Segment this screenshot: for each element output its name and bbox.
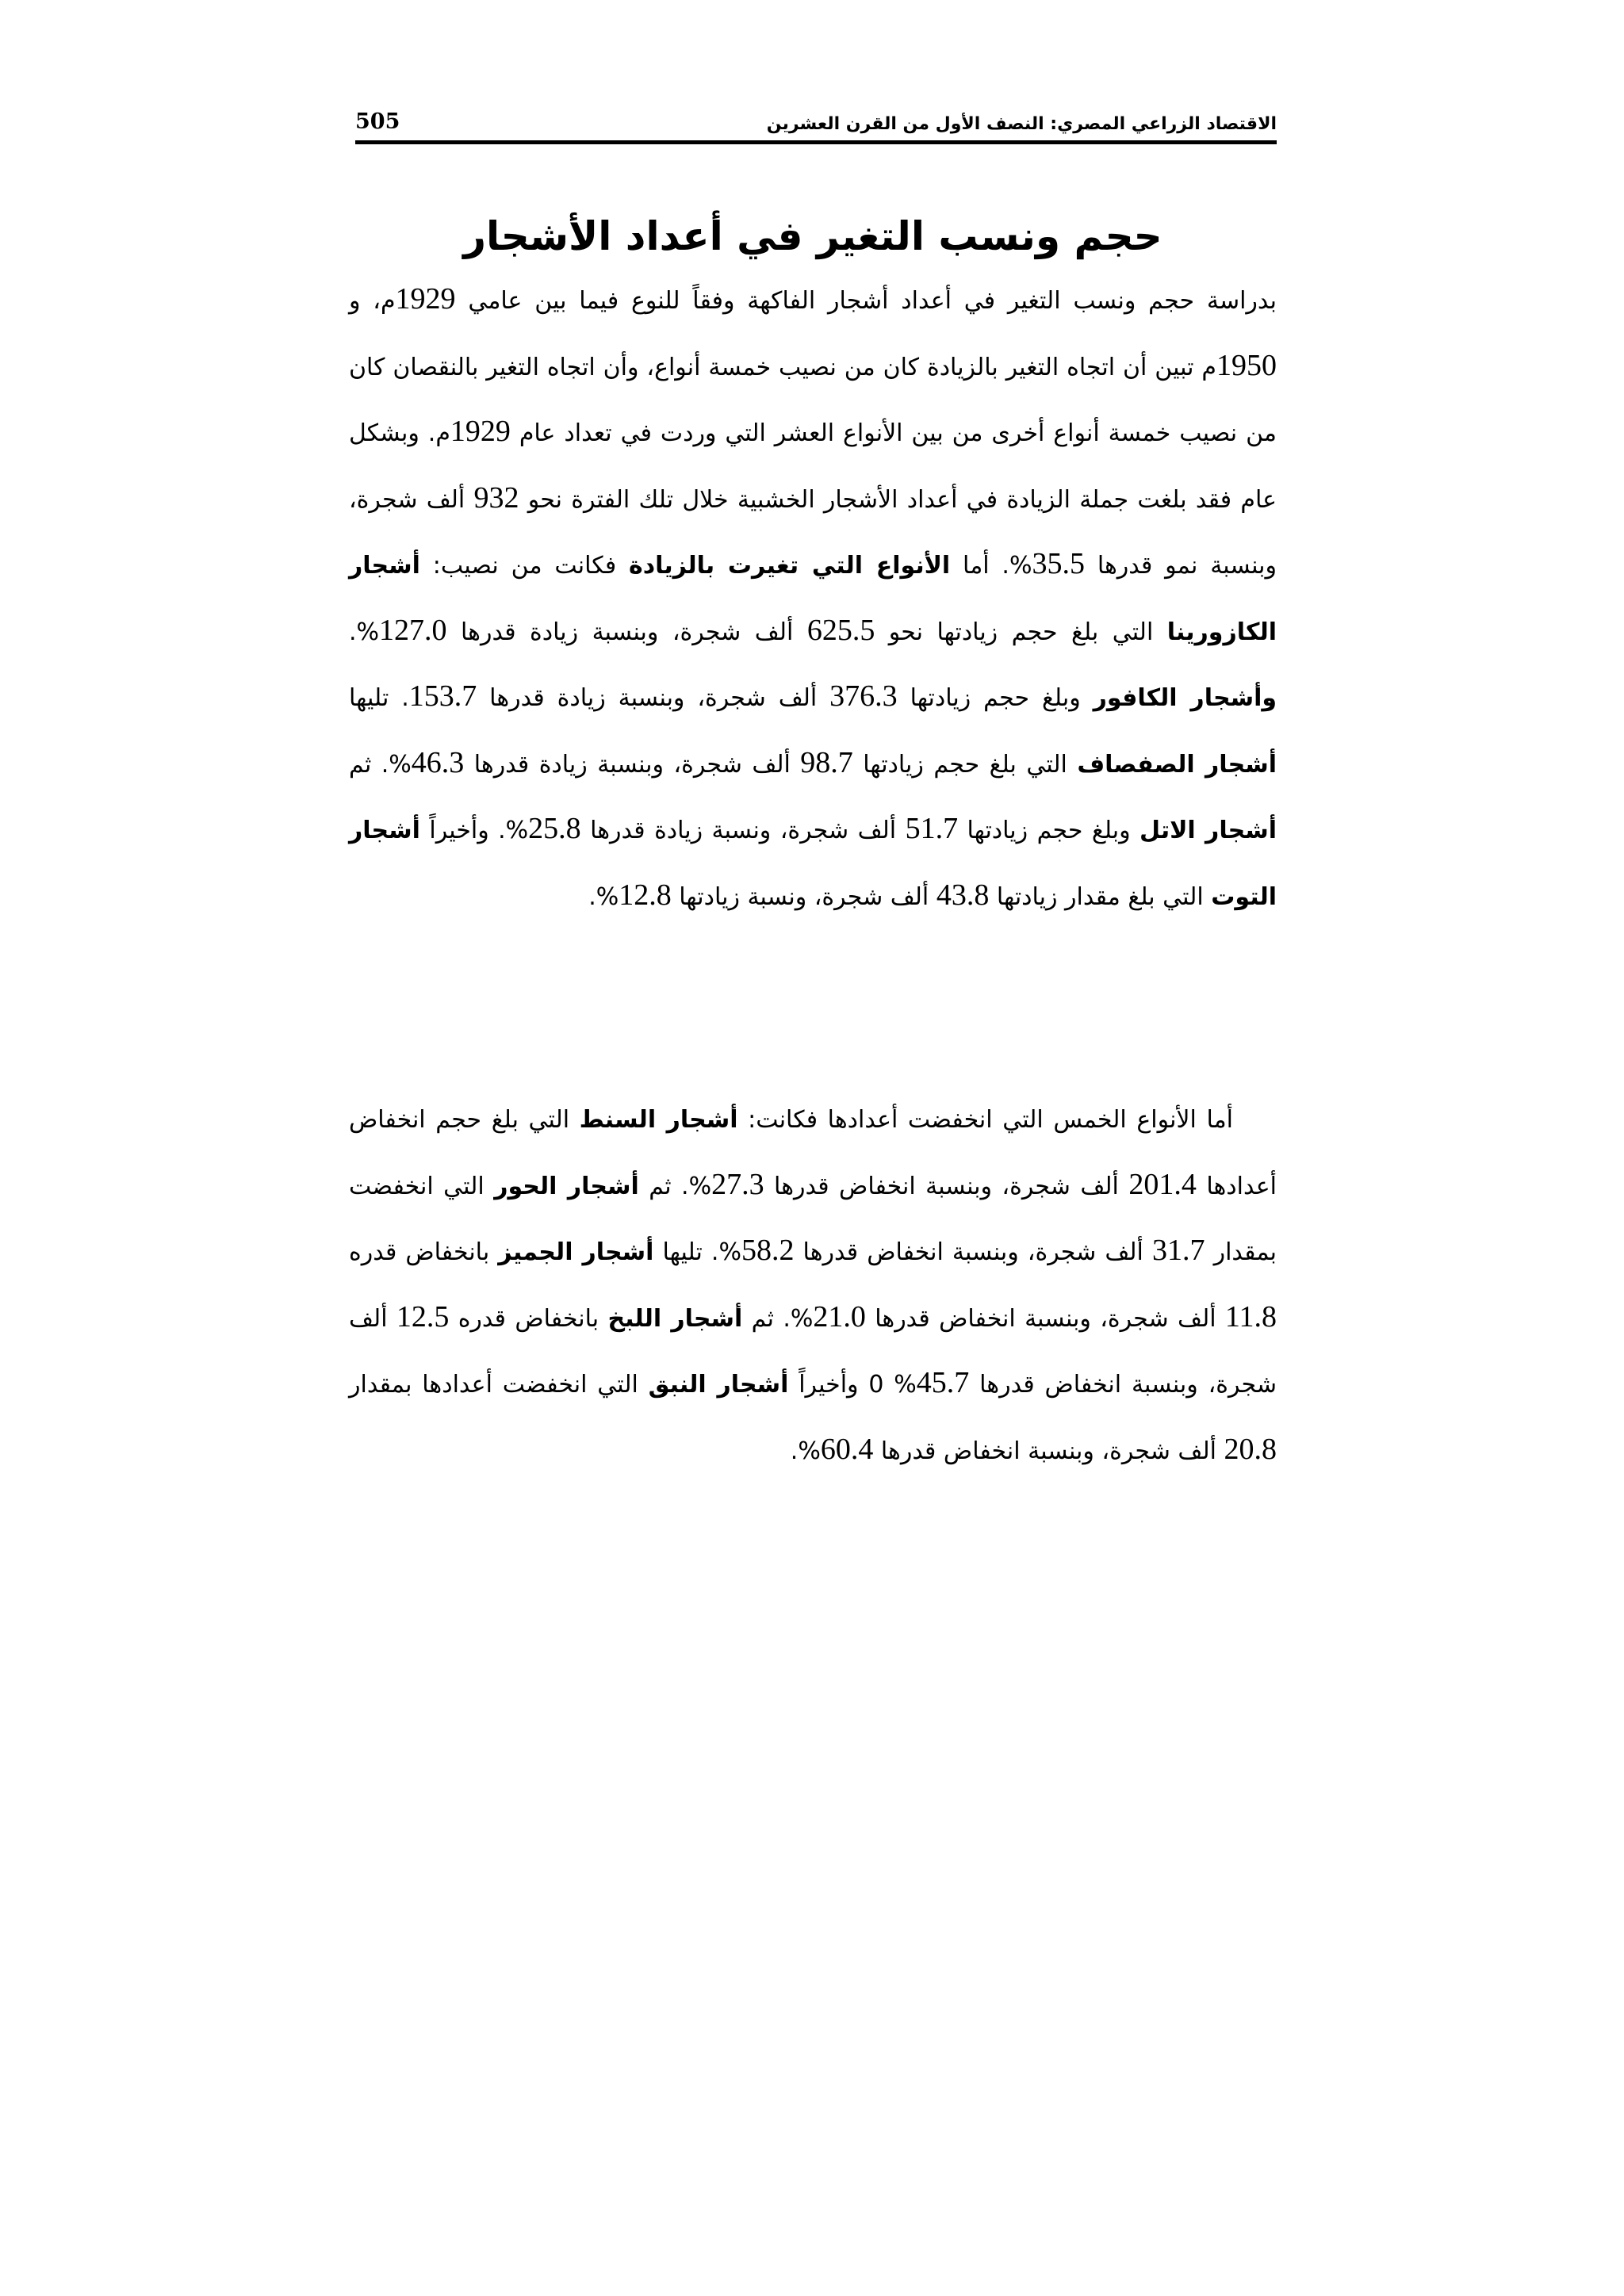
numeric-value: 376.3 — [829, 679, 898, 713]
text-run: %. وأخيراً — [419, 817, 529, 844]
text-run: ألف شجرة، وبنسبة انخفاض قدرها — [794, 1238, 1152, 1266]
bold-term: أشجار الصفصاف — [1077, 750, 1277, 779]
numeric-value: 43.8 — [936, 878, 990, 912]
numeric-value: 11.8 — [1224, 1299, 1277, 1334]
numeric-value: 25.8 — [528, 812, 581, 845]
numeric-value: 51.7 — [905, 812, 959, 845]
bold-term: أشجار الجميز — [498, 1238, 654, 1266]
numeric-value: 58.2 — [741, 1234, 795, 1267]
bold-term: أشجار النبق — [648, 1371, 789, 1399]
numeric-value: 21.0 — [813, 1299, 866, 1334]
numeric-value: 20.8 — [1224, 1432, 1277, 1466]
bold-term: أشجار التوت — [349, 817, 1277, 911]
text-run: ألف شجرة، وبنسبة نمو قدرها — [349, 485, 1277, 580]
text-run: . تليها — [349, 684, 409, 712]
text-run: وبلغ حجم زيادتها — [958, 817, 1140, 844]
text-run: %. ثم — [742, 1304, 814, 1333]
text-run: التي بلغ حجم زيادتها نحو — [875, 618, 1167, 646]
bold-term: أشجار السنط — [579, 1106, 738, 1134]
text-run: م، و — [349, 287, 396, 315]
numeric-value: 201.4 — [1128, 1167, 1197, 1201]
text-run: م. وبشكل عام فقد بلغت جملة الزيادة في أعداد الأشجار الخشبية خلال تلك الفترة نحو — [349, 419, 1277, 514]
bold-term: أشجار الكازورينا — [349, 552, 1277, 646]
bold-term: أشجار الحور — [494, 1172, 639, 1200]
text-run: ألف شجرة، وبنسبة انخفاض قدرها — [764, 1172, 1129, 1200]
numeric-value: 60.4 — [820, 1432, 874, 1466]
numeric-value: 31.7 — [1151, 1234, 1205, 1267]
numeric-value: 35.5 — [1032, 547, 1085, 580]
text-run: بدراسة حجم ونسب التغير في أعداد أشجار الفاكهة وفقاً للنوع فيما بين عامي — [455, 287, 1277, 315]
page-number: 505 — [355, 109, 400, 134]
numeric-value: 27.3 — [711, 1167, 764, 1201]
text-run: ألف شجرة، وبنسبة زيادة قدرها — [464, 750, 801, 779]
numeric-value: 1929 — [395, 282, 456, 316]
bold-term: أشجار اللبخ — [607, 1304, 743, 1333]
text-run: التي انخفضت بمقدار — [349, 1172, 1277, 1266]
text-run: ألف شجرة، وبنسبة انخفاض قدرها — [865, 1304, 1225, 1333]
text-run: %. ثم — [349, 750, 412, 779]
numeric-value: 45.7 — [916, 1366, 970, 1399]
text-run: ألف شجرة، ونسبة زيادتها — [671, 882, 936, 911]
text-run: %. ثم — [638, 1172, 712, 1200]
text-run: ألف شجرة، وبنسبة انخفاض قدرها — [873, 1437, 1224, 1465]
text-run: م تبين أن اتجاه التغير بالزيادة كان من نصيب خمسة أنواع، وأن اتجاه التغير بالنقصان كان من نصيب خمسة أنواع أخرى من بين الأنواع العشر التي وردت في تعداد عام — [349, 353, 1277, 447]
body-paragraph — [349, 1088, 1277, 1483]
text-run: %. أما — [950, 552, 1032, 580]
numeric-value: 46.3 — [411, 745, 465, 779]
text-run: التي بلغ حجم انخفاض أعدادها — [349, 1106, 1277, 1200]
text-run: ألف شجرة، ونسبة زيادة قدرها — [580, 817, 906, 844]
numeric-value: 98.7 — [800, 745, 853, 779]
text-run: ألف شجرة، وبنسبة انخفاض قدرها — [349, 1304, 1277, 1399]
running-title: الاقتصاد الزراعي المصري: النصف الأول من القرن العشرين — [766, 114, 1277, 134]
text-run: %. — [588, 882, 619, 911]
text-run: التي بلغ مقدار زيادتها — [989, 882, 1212, 911]
text-run: أما الأنواع الخمس التي انخفضت أعدادها فكانت: — [737, 1106, 1234, 1134]
numeric-value: 932 — [473, 480, 519, 515]
numeric-value: 1929 — [450, 415, 511, 448]
text-run: التي بلغ حجم زيادتها — [852, 750, 1078, 779]
running-header — [355, 101, 1277, 144]
text-run: التي انخفضت أعدادها بمقدار — [349, 1371, 649, 1399]
text-run: وبلغ حجم زيادتها — [897, 684, 1094, 712]
numeric-value: 625.5 — [806, 613, 875, 647]
text-run: فكانت من نصيب: — [419, 552, 630, 580]
text-run: بانخفاض قدره — [449, 1304, 608, 1333]
bold-term: أشجار الاتل — [1139, 817, 1277, 844]
text-run: %. تليها — [653, 1238, 741, 1266]
numeric-value: 12.5 — [396, 1299, 450, 1334]
numeric-value: 1950 — [1216, 348, 1277, 382]
text-run: %. — [349, 618, 380, 646]
text-run: ألف شجرة، وبنسبة زيادة قدرها — [477, 684, 830, 712]
text-run: %. — [790, 1437, 821, 1465]
bold-term: الأنواع التي تغيرت بالزيادة — [629, 552, 951, 580]
bold-term: وأشجار الكافور — [1093, 684, 1277, 712]
text-run: بانخفاض قدره — [349, 1238, 499, 1266]
numeric-value: 127.0 — [379, 613, 447, 647]
section-heading: حجم ونسب التغير في أعداد الأشجار — [463, 213, 1162, 259]
body-paragraph — [349, 267, 1277, 929]
numeric-value: 153.7 — [408, 679, 477, 713]
text-run: ألف شجرة، وبنسبة زيادة قدرها — [446, 618, 807, 646]
text-run: % 0 وأخيراً — [788, 1371, 917, 1399]
numeric-value: 12.8 — [619, 878, 672, 912]
